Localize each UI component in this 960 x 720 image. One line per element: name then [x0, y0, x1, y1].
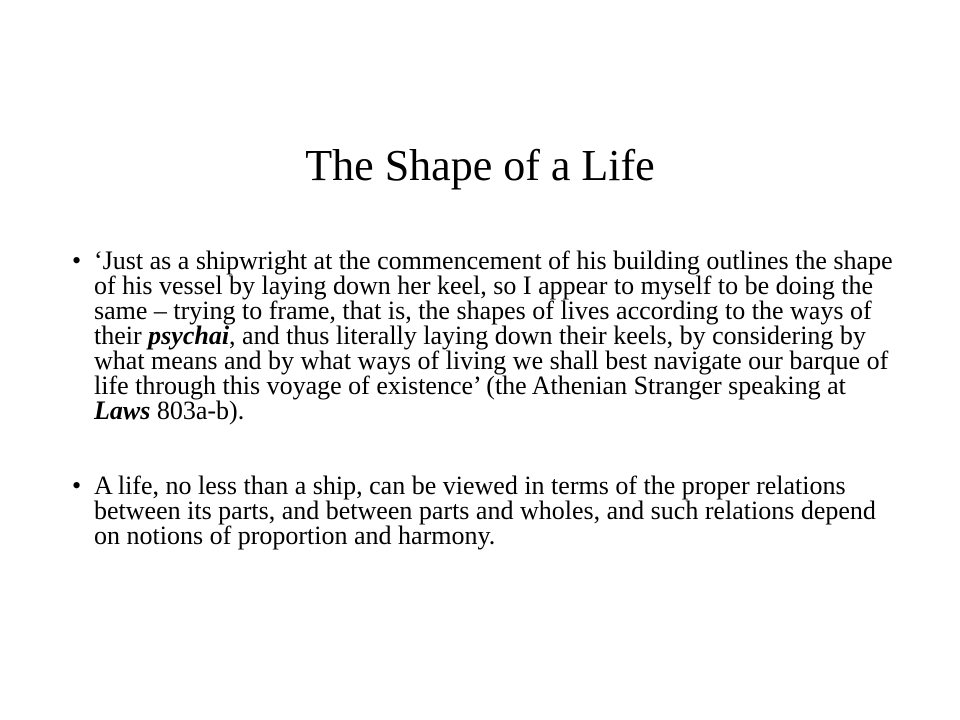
bullet-marker: • — [72, 471, 82, 500]
quote-text-part-1: ‘Just as a shipwright at the commencement of his building outlines the shape of his vessel by laying down her keel, so I appear to myself to be doing the same – trying to frame, that is, the shapes of lives according to the ways of their — [94, 246, 893, 350]
bullet-list — [72, 248, 902, 548]
slide-title: The Shape of a Life — [305, 141, 655, 190]
bullet-marker: • — [72, 246, 82, 275]
term-psychai: psychai — [148, 321, 230, 350]
bullet-text — [94, 248, 902, 423]
bullet-item-plato-quote — [72, 248, 902, 423]
quote-text-part-3: 803a-b). — [150, 396, 245, 425]
bullet-item-life-as-ship — [72, 473, 902, 548]
term-laws: Laws — [94, 396, 151, 425]
bullet-text: A life, no less than a ship, can be viewed in terms of the proper relations between its parts, and between parts and wholes, and such relations depend on notions of proportion and harmony. — [94, 471, 876, 550]
quote-text-part-2: , and thus literally laying down their keels, by considering by what means and by what ways of living we shall best navigate our barque of life through this voyage of existence’ (the Athenian Stranger speaking at — [94, 321, 889, 400]
